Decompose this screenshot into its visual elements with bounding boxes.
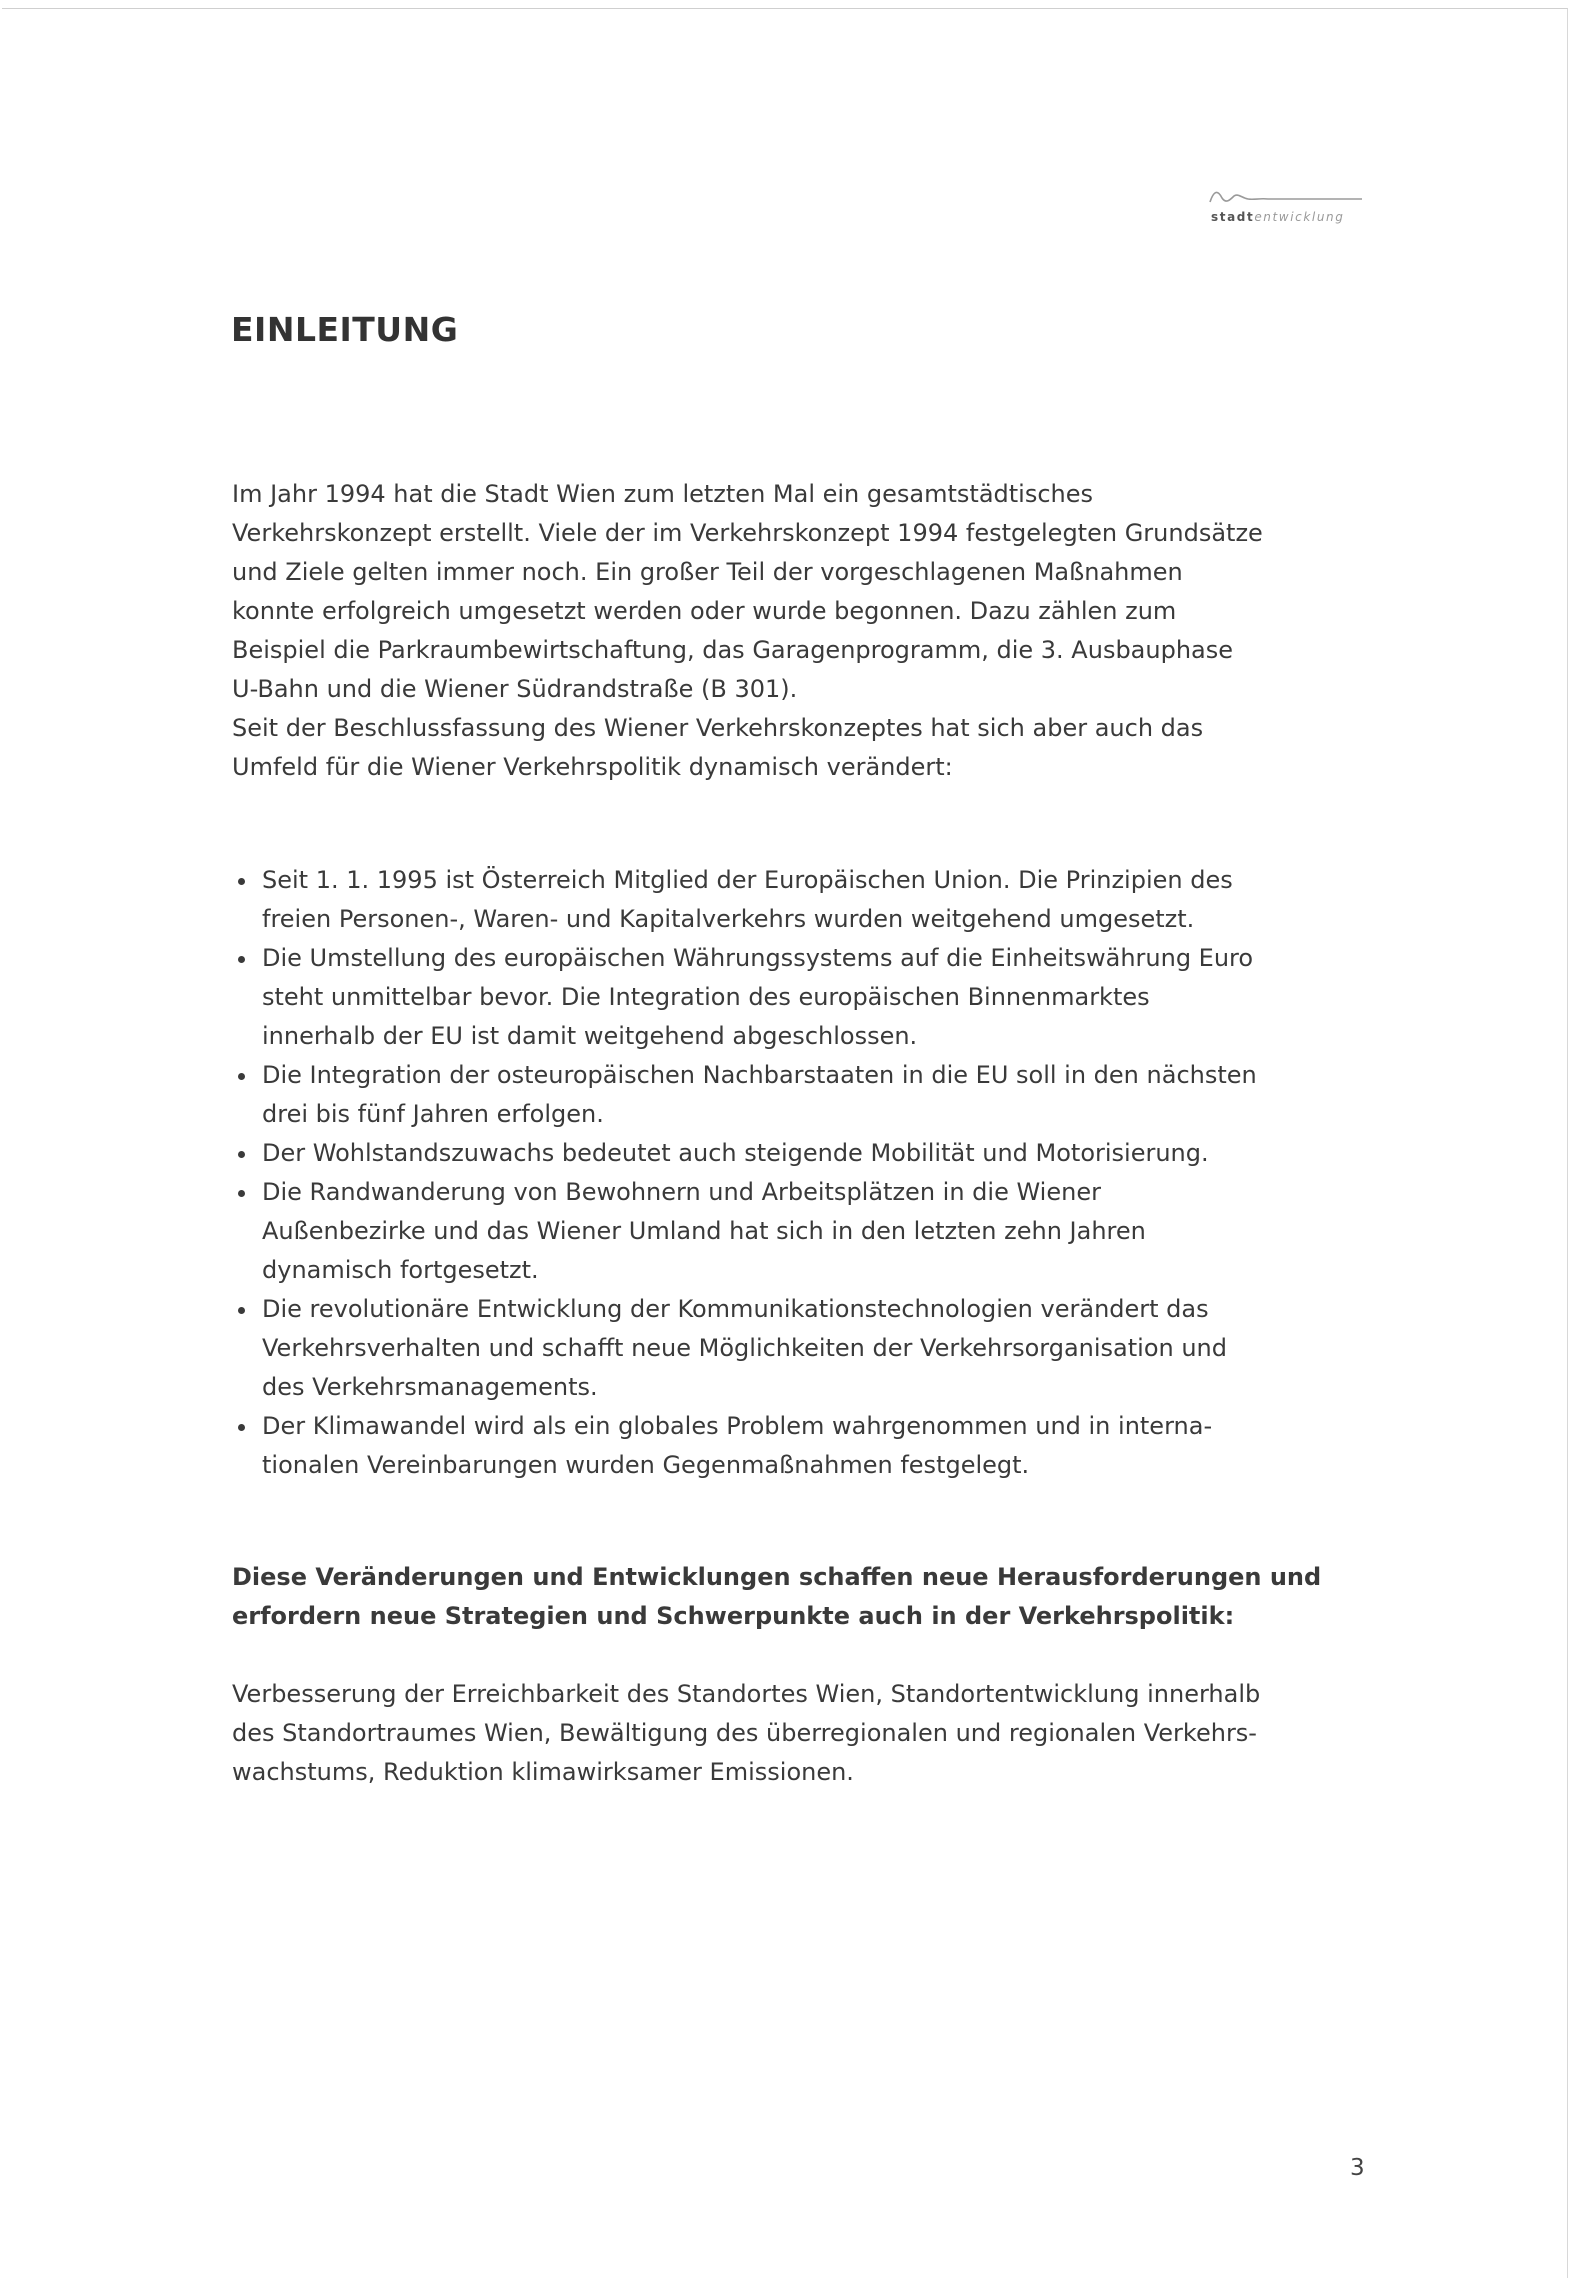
closing-line: des Standortraumes Wien, Bewältigung des überregionalen und regionalen Verkehrs- (232, 1719, 1257, 1747)
bullet-line: dynamisch fortgesetzt. (262, 1256, 539, 1284)
intro-line: und Ziele gelten immer noch. Ein großer Teil der vorgeschlagenen Maßnahmen (232, 558, 1183, 586)
logo-wordmark (1211, 210, 1344, 224)
bullet-item-eastern-europe (232, 1056, 1352, 1134)
intro-line: Verkehrskonzept erstellt. Viele der im Verkehrskonzept 1994 festgelegten Grundsätze (232, 519, 1263, 547)
intro-paragraph (232, 475, 1352, 787)
logo-wordmark-light: entwicklung (1254, 210, 1345, 224)
highlight-line: Diese Veränderungen und Entwicklungen schaffen neue Herausforderungen und (232, 1563, 1322, 1591)
highlight-statement (232, 1558, 1321, 1636)
highlight-line: erfordern neue Strategien und Schwerpunkte auch in der Verkehrspolitik: (232, 1602, 1235, 1630)
bullet-line: Die revolutionäre Entwicklung der Kommunikationstechnologien verändert das (262, 1295, 1209, 1323)
bullet-line: Die Integration der osteuropäischen Nachbarstaaten in die EU soll in den nächsten (262, 1061, 1257, 1089)
intro-line: Umfeld für die Wiener Verkehrspolitik dynamisch verändert: (232, 753, 953, 781)
bullet-line: Die Umstellung des europäischen Währungssystems auf die Einheitswährung Euro (262, 944, 1254, 972)
bullet-item-mobility (232, 1134, 1352, 1173)
bullet-line: Außenbezirke und das Wiener Umland hat sich in den letzten zehn Jahren (262, 1217, 1146, 1245)
page-number: 3 (1350, 2155, 1365, 2181)
closing-line: Verbesserung der Erreichbarkeit des Standortes Wien, Standortentwicklung innerhalb (232, 1680, 1261, 1708)
closing-line: wachstums, Reduktion klimawirksamer Emissionen. (232, 1758, 854, 1786)
bullet-line: Verkehrsverhalten und schafft neue Möglichkeiten der Verkehrsorganisation und (262, 1334, 1228, 1362)
intro-line: Beispiel die Parkraumbewirtschaftung, das Garagenprogramm, die 3. Ausbauphase (232, 636, 1234, 664)
bullet-list (232, 861, 1352, 1485)
bullet-line: Der Wohlstandszuwachs bedeutet auch steigende Mobilität und Motorisierung. (262, 1139, 1209, 1167)
closing-paragraph (232, 1675, 1352, 1792)
bullet-line: drei bis fünf Jahren erfolgen. (262, 1100, 604, 1128)
logo-wordmark-bold: stadt (1211, 210, 1255, 224)
bullet-line: des Verkehrsmanagements. (262, 1373, 598, 1401)
bullet-line: innerhalb der EU ist damit weitgehend abgeschlossen. (262, 1022, 918, 1050)
intro-line: Seit der Beschlussfassung des Wiener Verkehrskonzeptes hat sich aber auch das (232, 714, 1204, 742)
bullet-line: Seit 1. 1. 1995 ist Österreich Mitglied der Europäischen Union. Die Prinzipien des (262, 866, 1233, 894)
intro-line: U-Bahn und die Wiener Südrandstraße (B 301). (232, 675, 798, 703)
intro-line: konnte erfolgreich umgesetzt werden oder wurde begonnen. Dazu zählen zum (232, 597, 1177, 625)
skyline-icon (1208, 188, 1363, 208)
bullet-item-migration (232, 1173, 1352, 1290)
intro-line: Im Jahr 1994 hat die Stadt Wien zum letzten Mal ein gesamtstädtisches (232, 480, 1094, 508)
bullet-item-eu-membership (232, 861, 1352, 939)
page-title: EINLEITUNG (231, 310, 459, 349)
bullet-line: Der Klimawandel wird als ein globales Problem wahrgenommen und in interna- (262, 1412, 1213, 1440)
bullet-line: steht unmittelbar bevor. Die Integration des europäischen Binnenmarktes (262, 983, 1150, 1011)
bullet-line: freien Personen-, Waren- und Kapitalverkehrs wurden weitgehend umgesetzt. (262, 905, 1195, 933)
bullet-line: tionalen Vereinbarungen wurden Gegenmaßnahmen festgelegt. (262, 1451, 1030, 1479)
bullet-item-climate (232, 1407, 1352, 1485)
bullet-line: Die Randwanderung von Bewohnern und Arbeitsplätzen in die Wiener (262, 1178, 1101, 1206)
stadtentwicklung-logo (1200, 188, 1365, 228)
bullet-item-communication (232, 1290, 1352, 1407)
bullet-item-euro (232, 939, 1352, 1056)
